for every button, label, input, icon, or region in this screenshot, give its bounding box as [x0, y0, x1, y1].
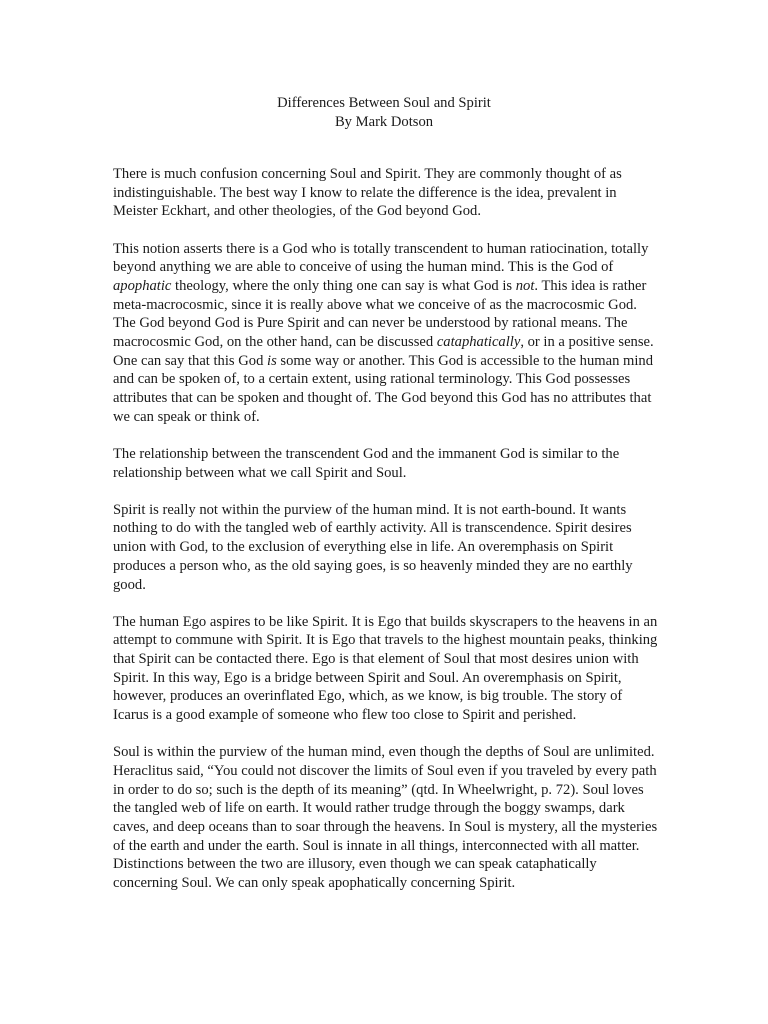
- paragraph-text: , or in a positive sense. One can say that this God: [113, 334, 654, 369]
- paragraph-text: This notion asserts there is a God who is totally transcendent to human ratiocination, totally beyond anything we are able to conceive of using the human mind. This is the God of: [113, 240, 649, 276]
- paragraph-text: some way or another. This God is accessible to the human mind and can be spoken of, to a certain extent, using rational terminology. This God possesses attributes that can be spoken and thought of. The God beyond this God has no attributes that we can speak or think of.: [113, 352, 654, 425]
- title-block: [0, 94, 768, 132]
- paragraph-text: There is much confusion concerning Soul and Spirit. They are commonly thought of as indistinguishable. The best way I know to relate the difference is the idea, prevalent in Meister Eckhart, and other theologies, of the God beyond God.: [113, 166, 622, 220]
- paragraph: [113, 165, 661, 221]
- paragraph-text: Spirit is really not within the purview of the human mind. It is not earth-bound. It wants nothing to do with the tangled web of earthly activity. All is transcendence. Spirit desires union with God, to the exclusion of everything else in life. An overemphasis on Spirit produces a person who, as the old saying goes, is so heavenly minded they are no earthly good.: [113, 501, 633, 593]
- paragraph-text: theology, where the only thing one can say is what God is: [171, 277, 516, 294]
- paragraph-text: The human Ego aspires to be like Spirit. It is Ego that builds skyscrapers to the heavens in an attempt to commune with Spirit. It is Ego that travels to the highest mountain peaks, thinking that Spirit can be contacted there. Ego is that element of Soul that most desires union with Spirit. In this way, Ego is a bridge between Spirit and Soul. An overemphasis on Spirit, however, produces an overinflated Ego, which, as we know, is big trouble. The story of Icarus is a good example of someone who flew too close to Spirit and perished.: [113, 613, 658, 724]
- document-body: [113, 165, 661, 893]
- paragraph: [113, 613, 661, 725]
- italic-term: is: [267, 352, 277, 369]
- italic-term: cataphatically: [436, 334, 521, 351]
- paragraph-text: Soul is within the purview of the human mind, even though the depths of Soul are unlimited. Heraclitus said, “You could not discover the limits of Soul even if you traveled by every path in order to do so; such is the depth of its meaning” (qtd. In Wheelwright, p. 72). Soul loves the tangled web of life on earth. It would rather trudge through the boggy swamps, dark caves, and deep oceans than to soar through the heavens. In Soul is mystery, all the mysteries of the earth and under the earth. Soul is innate in all things, interconnected with all matter. Distinctions between the two are illusory, even though we can speak cataphatically concerning Soul. We can only speak apophatically concerning Spirit.: [113, 744, 658, 892]
- paragraph: [113, 445, 661, 482]
- italic-term: not: [515, 277, 535, 294]
- document-byline: By Mark Dotson: [334, 114, 434, 130]
- paragraph: [113, 240, 661, 427]
- paragraph-text: . This idea is rather meta-macrocosmic, since it is really above what we conceive of as the macrocosmic God. The God beyond God is Pure Spirit and can never be understood by rational means. The macrocosmic God, on the other hand, can be discussed: [113, 277, 647, 351]
- document-title: Differences Between Soul and Spirit: [277, 95, 491, 111]
- italic-term: apophatic: [113, 277, 172, 294]
- paragraph-text: The relationship between the transcendent God and the immanent God is similar to the relationship between what we call Spirit and Soul.: [113, 445, 620, 481]
- paragraph: [113, 743, 661, 893]
- paragraph: [113, 501, 661, 595]
